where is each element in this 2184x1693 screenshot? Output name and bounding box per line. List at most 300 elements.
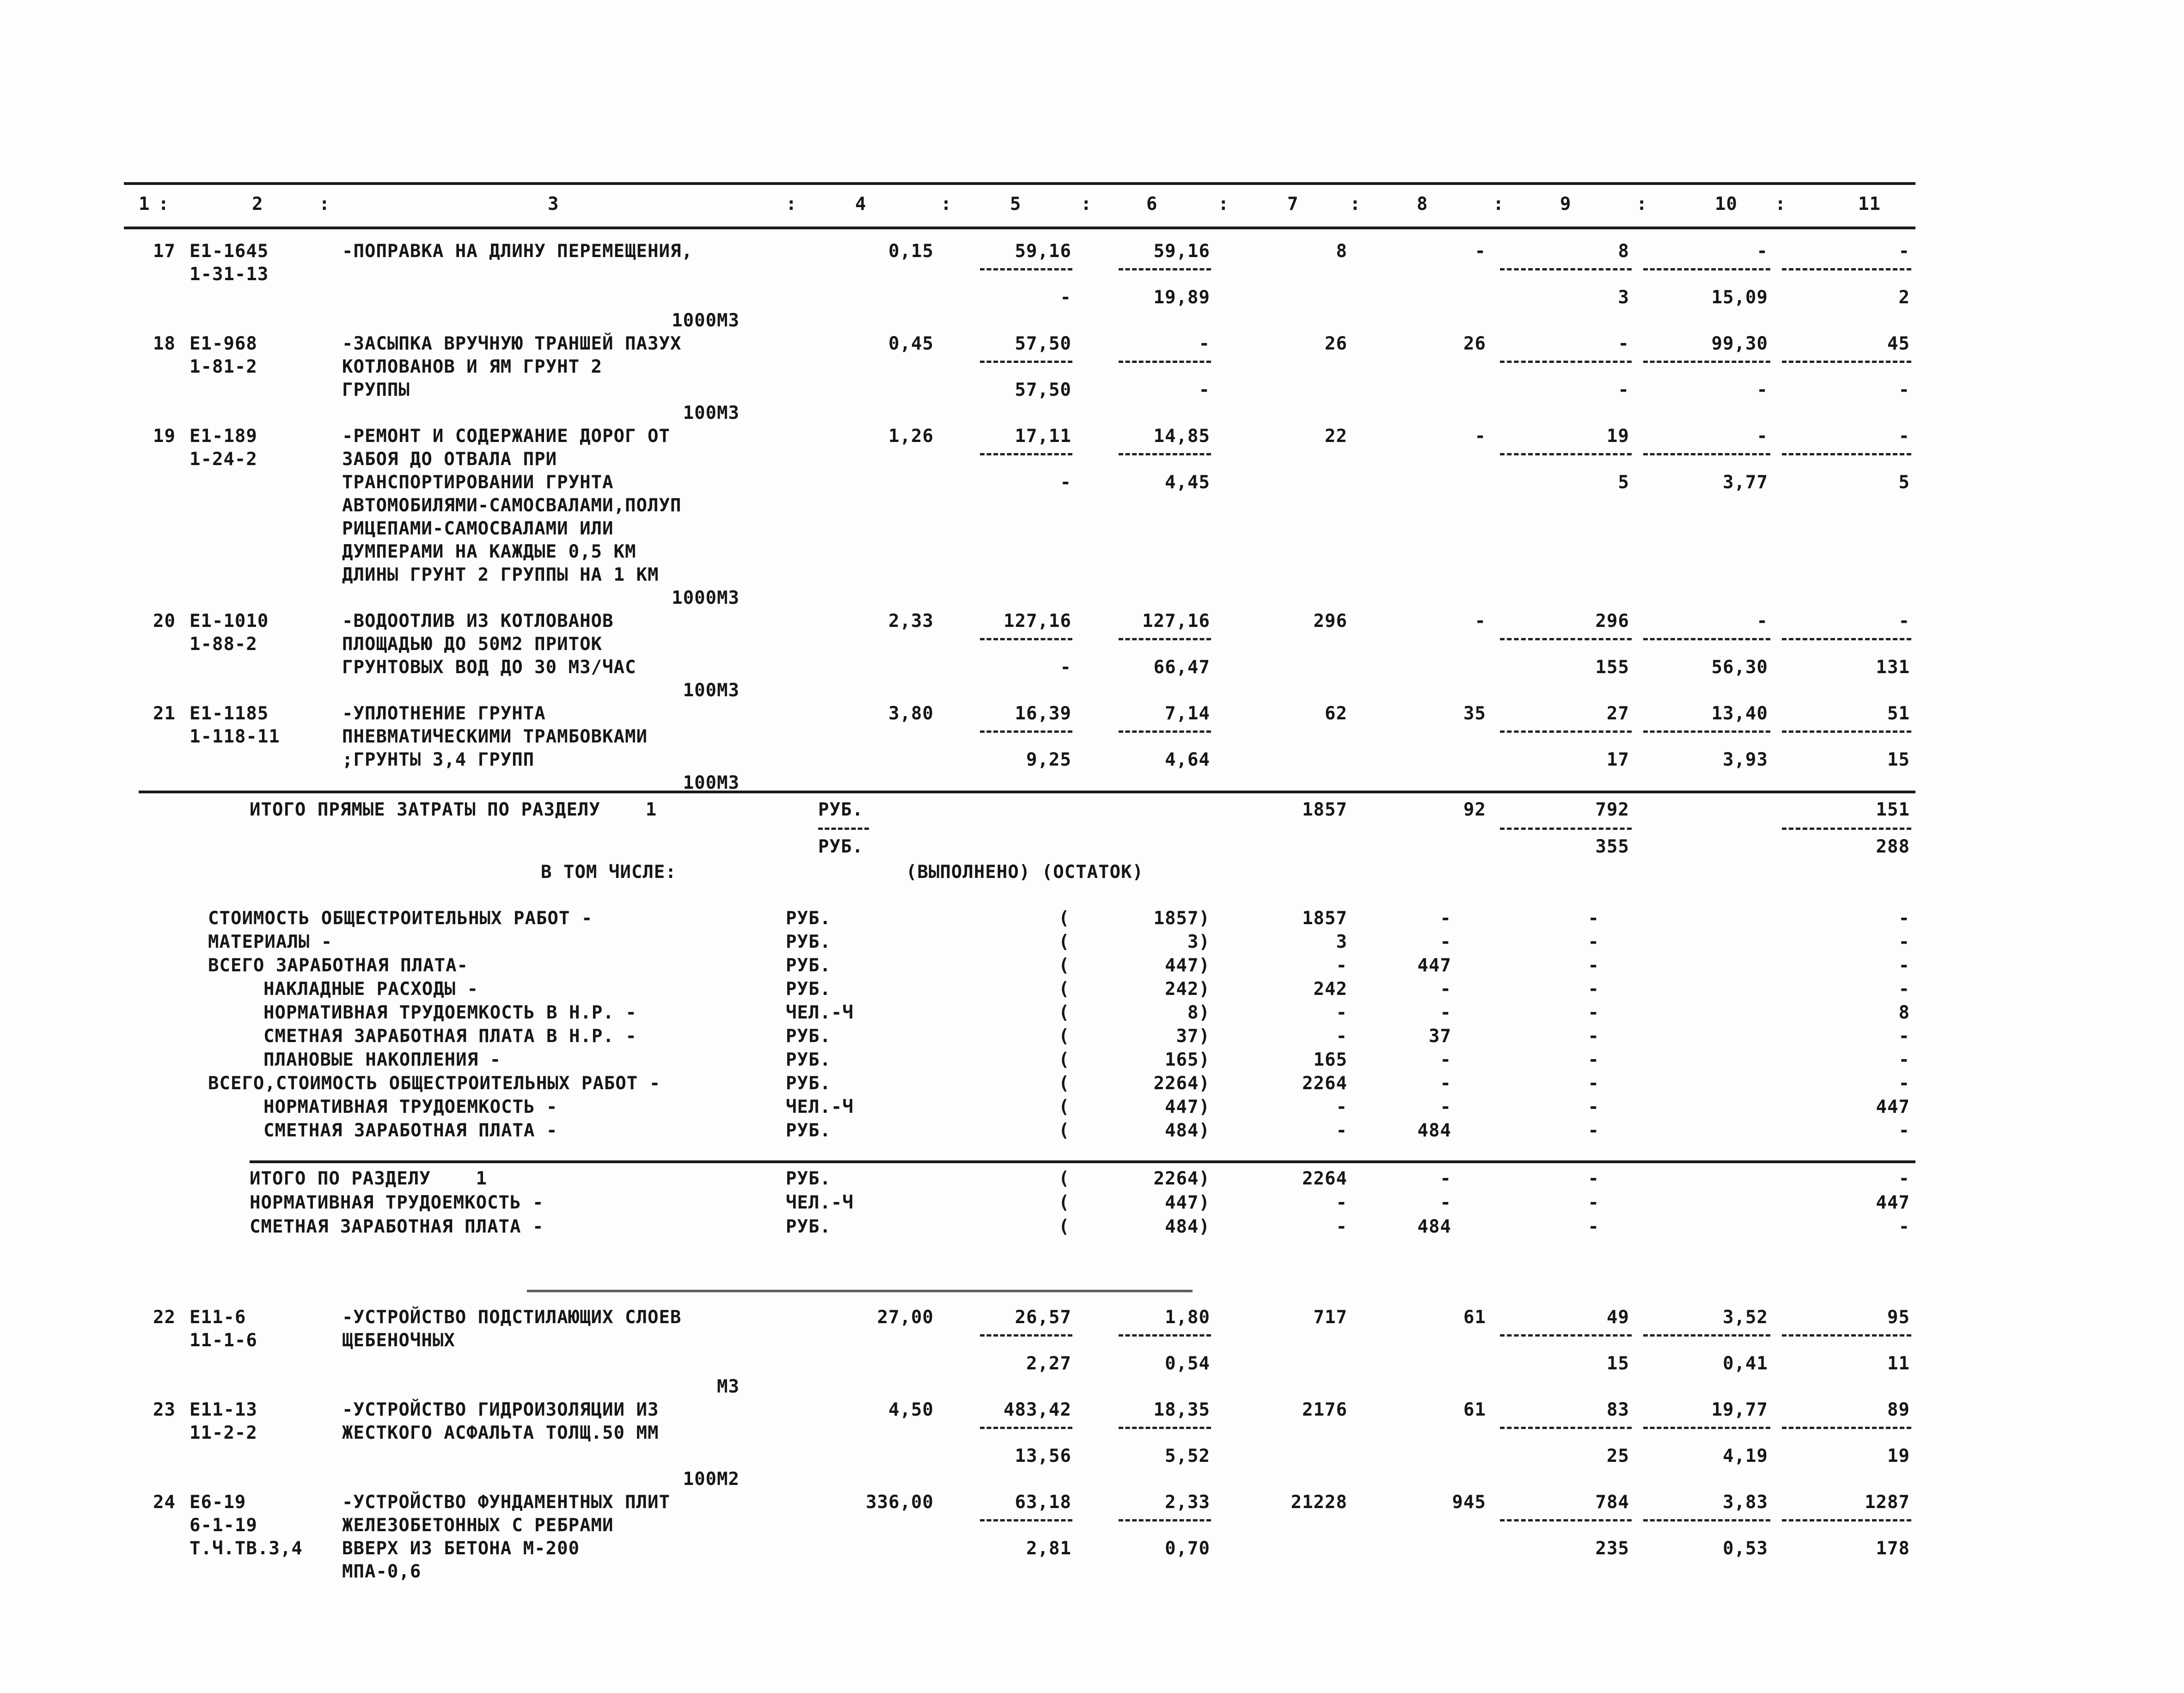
work-description: ЖЕСТКОГО АСФАЛЬТА ТОЛЩ.50 ММ xyxy=(342,1423,659,1443)
labor-total-machines: 15 xyxy=(1887,749,1910,770)
labor-hours: - xyxy=(1756,241,1768,262)
measure-unit: 1000М3 xyxy=(672,310,740,331)
direct-total: 1857 xyxy=(1302,799,1347,820)
total-item-paren: ( xyxy=(1058,1216,1070,1237)
cell-divider xyxy=(1782,1519,1911,1521)
machines-cost: 19 xyxy=(1607,426,1629,447)
work-description: -ВОДООТЛИВ ИЗ КОТЛОВАНОВ xyxy=(342,611,614,632)
column-header-10: 10 xyxy=(1715,194,1737,215)
unit-cost-total: 57,50 xyxy=(1015,333,1071,354)
rate-code: Е6-19 xyxy=(190,1492,246,1513)
cell-divider xyxy=(1500,1519,1632,1521)
unit-cost-wages: 9,25 xyxy=(1026,749,1071,770)
column-header-5: 5 xyxy=(1010,194,1022,215)
cell-divider xyxy=(980,268,1072,270)
total-item-wages: 447 xyxy=(1417,955,1451,976)
work-description: -ЗАСЫПКА ВРУЧНУЮ ТРАНШЕЙ ПАЗУХ xyxy=(342,333,682,354)
wages: 61 xyxy=(1463,1307,1486,1328)
direct-machines: 792 xyxy=(1595,799,1629,820)
total-item-label: НОРМАТИВНАЯ ТРУДОЕМКОСТЬ В Н.Р. - xyxy=(263,1002,637,1023)
column-separator: : xyxy=(319,194,330,215)
cell-divider xyxy=(1500,638,1632,640)
total-item-cost: 3 xyxy=(1336,932,1347,952)
rate-subcode: 11-2-2 xyxy=(190,1423,257,1443)
cell-divider xyxy=(1643,1427,1770,1429)
cell-divider xyxy=(1500,828,1632,830)
total-item-cost: 165 xyxy=(1313,1049,1347,1070)
labor-total: - xyxy=(1898,241,1910,262)
total-item-paren: ( xyxy=(1058,1049,1070,1070)
total-cost: 717 xyxy=(1313,1307,1347,1328)
unit-cost-wages: 13,56 xyxy=(1015,1446,1071,1466)
quantity: 0,15 xyxy=(888,241,934,262)
total-item-wages: - xyxy=(1440,908,1451,929)
total-cost: 296 xyxy=(1313,611,1347,632)
total-item-wages: - xyxy=(1440,1097,1451,1117)
section2-title-underline xyxy=(527,1290,1193,1292)
labor-hours: 99,30 xyxy=(1711,333,1768,354)
total-item-unit: РУБ. xyxy=(786,955,831,976)
total-item-label: НАКЛАДНЫЕ РАСХОДЫ - xyxy=(263,979,479,1000)
unit-cost-total: 17,11 xyxy=(1015,426,1071,447)
unit-cost-machine-wages: 19,89 xyxy=(1153,287,1210,308)
including-label: В ТОМ ЧИСЛЕ: xyxy=(541,862,677,883)
work-description: ГРУППЫ xyxy=(342,380,410,400)
total-item-labor: - xyxy=(1898,979,1910,1000)
column-separator: : xyxy=(1350,194,1361,215)
measure-unit: 100М3 xyxy=(683,403,740,423)
total-item-machines: - xyxy=(1588,1002,1599,1023)
labor-total-machines: 131 xyxy=(1876,657,1910,678)
total-item-labor: - xyxy=(1898,908,1910,929)
quantity: 4,50 xyxy=(888,1399,934,1420)
cell-divider xyxy=(980,730,1072,733)
total-item-paren: ( xyxy=(1058,955,1070,976)
work-description: ДЛИНЫ ГРУНТ 2 ГРУППЫ НА 1 КМ xyxy=(342,564,659,585)
unit-cost-machine-wages: 66,47 xyxy=(1153,657,1210,678)
total-item-paren: ( xyxy=(1058,932,1070,952)
total-item-labor: - xyxy=(1898,1049,1910,1070)
work-description: МПА-0,6 xyxy=(342,1561,422,1582)
total-item-wages: - xyxy=(1440,1192,1451,1213)
direct-machine-wages: 355 xyxy=(1595,836,1629,857)
labor-total-machines: 19 xyxy=(1887,1446,1910,1466)
cell-divider xyxy=(1500,1334,1632,1337)
labor-hours-machines: 3,77 xyxy=(1723,472,1768,493)
total-item-labor: - xyxy=(1898,1026,1910,1047)
cell-divider xyxy=(980,453,1072,455)
rate-subcode: 1-31-13 xyxy=(190,264,269,285)
total-item-cost: - xyxy=(1336,1097,1347,1117)
machines-cost: 49 xyxy=(1607,1307,1629,1328)
labor-total: 45 xyxy=(1887,333,1910,354)
machines-cost: 8 xyxy=(1618,241,1629,262)
column-separator: : xyxy=(786,194,797,215)
machine-wages: 235 xyxy=(1595,1538,1629,1559)
cell-divider xyxy=(1500,1427,1632,1429)
total-item-cost: 2264 xyxy=(1302,1168,1347,1189)
total-item-cost: - xyxy=(1336,1216,1347,1237)
row-number: 17 xyxy=(153,241,176,262)
quantity: 336,00 xyxy=(866,1492,934,1513)
labor-hours-machines: 0,41 xyxy=(1723,1353,1768,1374)
labor-hours-machines: 0,53 xyxy=(1723,1538,1768,1559)
direct-costs-unit2: РУБ. xyxy=(818,836,863,857)
total-item-machines: - xyxy=(1588,908,1599,929)
labor-total-machines: 178 xyxy=(1876,1538,1910,1559)
column-header-6: 6 xyxy=(1146,194,1158,215)
rate-subcode-extra: Т.Ч.ТВ.3,4 xyxy=(190,1538,303,1559)
total-item-machines: - xyxy=(1588,1097,1599,1117)
wages: - xyxy=(1474,611,1486,632)
wages: 26 xyxy=(1463,333,1486,354)
column-separator: : xyxy=(1636,194,1648,215)
total-item-label: ВСЕГО,СТОИМОСТЬ ОБЩЕСТРОИТЕЛЬНЫХ РАБОТ - xyxy=(208,1073,661,1094)
section-total-rule xyxy=(250,1160,1915,1163)
done-remainder-label: (ВЫПОЛНЕНО) (ОСТАТОК) xyxy=(906,862,1144,883)
total-item-label: СТОИМОСТЬ ОБЩЕСТРОИТЕЛЬНЫХ РАБОТ - xyxy=(208,908,593,929)
cell-divider xyxy=(1500,730,1632,733)
row-number: 24 xyxy=(153,1492,176,1513)
unit-cost-machine-wages: 0,54 xyxy=(1165,1353,1210,1374)
total-item-unit: РУБ. xyxy=(786,1073,831,1094)
measure-unit: 100М3 xyxy=(683,680,740,701)
labor-hours-machines: 4,19 xyxy=(1723,1446,1768,1466)
total-item-cost: - xyxy=(1336,955,1347,976)
cell-divider xyxy=(818,828,869,830)
total-cost: 62 xyxy=(1325,703,1347,724)
total-item-wages: 484 xyxy=(1417,1216,1451,1237)
work-description: ПЛОЩАДЬЮ ДО 50М2 ПРИТОК xyxy=(342,634,603,655)
column-separator: : xyxy=(1081,194,1092,215)
total-item-wages: - xyxy=(1440,1002,1451,1023)
measure-unit: М3 xyxy=(717,1376,740,1397)
total-item-wages: - xyxy=(1440,1073,1451,1094)
unit-cost-wages: 57,50 xyxy=(1015,380,1071,400)
direct-costs-unit: РУБ. xyxy=(818,799,863,820)
total-item-label: ИТОГО ПО РАЗДЕЛУ 1 xyxy=(250,1168,488,1189)
total-cost: 26 xyxy=(1325,333,1347,354)
total-item-labor: 447 xyxy=(1876,1192,1910,1213)
total-item-value: 2264) xyxy=(1153,1073,1210,1094)
unit-cost-machine-wages: 0,70 xyxy=(1165,1538,1210,1559)
cell-divider xyxy=(980,638,1072,640)
unit-cost-machine-wages: - xyxy=(1199,380,1210,400)
rate-code: Е1-1645 xyxy=(190,241,269,262)
total-item-machines: - xyxy=(1588,979,1599,1000)
total-item-cost: 242 xyxy=(1313,979,1347,1000)
total-item-labor: 8 xyxy=(1898,1002,1910,1023)
column-separator: : xyxy=(941,194,952,215)
work-description: ;ГРУНТЫ 3,4 ГРУПП xyxy=(342,749,535,770)
row-number: 18 xyxy=(153,333,176,354)
labor-hours: 19,77 xyxy=(1711,1399,1768,1420)
cell-divider xyxy=(1119,268,1211,270)
total-item-unit: РУБ. xyxy=(786,932,831,952)
direct-costs-label: ИТОГО ПРЯМЫЕ ЗАТРАТЫ ПО РАЗДЕЛУ 1 xyxy=(250,799,657,820)
cell-divider xyxy=(1119,453,1211,455)
total-item-unit: РУБ. xyxy=(786,1049,831,1070)
total-item-value: 165) xyxy=(1165,1049,1210,1070)
work-description: -УПЛОТНЕНИЕ ГРУНТА xyxy=(342,703,546,724)
unit-cost-machines: 59,16 xyxy=(1153,241,1210,262)
total-item-paren: ( xyxy=(1058,1097,1070,1117)
total-item-label: СМЕТНАЯ ЗАРАБОТНАЯ ПЛАТА - xyxy=(263,1120,558,1141)
total-item-wages: - xyxy=(1440,1049,1451,1070)
total-item-unit: ЧЕЛ.-Ч xyxy=(786,1097,854,1117)
cell-divider xyxy=(1782,268,1911,270)
unit-cost-machine-wages: 5,52 xyxy=(1165,1446,1210,1466)
cell-divider xyxy=(1643,453,1770,455)
total-item-unit: РУБ. xyxy=(786,979,831,1000)
total-item-labor: - xyxy=(1898,1120,1910,1141)
rate-code: Е1-1010 xyxy=(190,611,269,632)
total-item-label: СМЕТНАЯ ЗАРАБОТНАЯ ПЛАТА - xyxy=(250,1216,544,1237)
machines-cost: 27 xyxy=(1607,703,1629,724)
machines-cost: 784 xyxy=(1595,1492,1629,1513)
unit-cost-machines: 127,16 xyxy=(1142,611,1210,632)
total-item-unit: РУБ. xyxy=(786,1120,831,1141)
labor-hours-machines: - xyxy=(1756,380,1768,400)
work-description: ТРАНСПОРТИРОВАНИИ ГРУНТА xyxy=(342,472,614,493)
machine-wages: 3 xyxy=(1618,287,1629,308)
work-description: ЖЕЛЕЗОБЕТОННЫХ С РЕБРАМИ xyxy=(342,1515,614,1536)
rate-code: Е11-6 xyxy=(190,1307,246,1328)
total-item-wages: 484 xyxy=(1417,1120,1451,1141)
measure-unit: 100М3 xyxy=(683,773,740,793)
machine-wages: 15 xyxy=(1607,1353,1629,1374)
unit-cost-machines: 14,85 xyxy=(1153,426,1210,447)
labor-hours: - xyxy=(1756,426,1768,447)
machine-wages: 25 xyxy=(1607,1446,1629,1466)
unit-cost-wages: - xyxy=(1060,472,1071,493)
row-number: 20 xyxy=(153,611,176,632)
cell-divider xyxy=(980,1519,1072,1521)
cell-divider xyxy=(1500,453,1632,455)
total-item-machines: - xyxy=(1588,1026,1599,1047)
total-item-value: 37) xyxy=(1176,1026,1210,1047)
column-header-1: 1 xyxy=(139,194,150,215)
work-description: ГРУНТОВЫХ ВОД ДО 30 М3/ЧАС xyxy=(342,657,636,678)
wages: - xyxy=(1474,241,1486,262)
section1-end-rule xyxy=(139,791,1915,793)
cell-divider xyxy=(1643,730,1770,733)
cell-divider xyxy=(980,1334,1072,1337)
column-header-3: 3 xyxy=(548,194,559,215)
measure-unit: 100М2 xyxy=(683,1469,740,1490)
machine-wages: - xyxy=(1618,380,1629,400)
cell-divider xyxy=(1782,828,1911,830)
unit-cost-machine-wages: 4,45 xyxy=(1165,472,1210,493)
labor-total-machines: 5 xyxy=(1898,472,1910,493)
cell-divider xyxy=(1643,268,1770,270)
total-item-cost: - xyxy=(1336,1120,1347,1141)
total-item-cost: 1857 xyxy=(1302,908,1347,929)
total-item-wages: - xyxy=(1440,979,1451,1000)
total-item-machines: - xyxy=(1588,1120,1599,1141)
total-item-wages: - xyxy=(1440,1168,1451,1189)
quantity: 0,45 xyxy=(888,333,934,354)
machine-wages: 5 xyxy=(1618,472,1629,493)
labor-total: 51 xyxy=(1887,703,1910,724)
total-item-cost: - xyxy=(1336,1026,1347,1047)
quantity: 1,26 xyxy=(888,426,934,447)
unit-cost-total: 127,16 xyxy=(1003,611,1071,632)
labor-total: 95 xyxy=(1887,1307,1910,1328)
cell-divider xyxy=(1119,730,1211,733)
total-item-labor: - xyxy=(1898,1073,1910,1094)
cell-divider xyxy=(1119,1519,1211,1521)
work-description: -ПОПРАВКА НА ДЛИНУ ПЕРЕМЕЩЕНИЯ, xyxy=(342,241,693,262)
total-item-value: 242) xyxy=(1165,979,1210,1000)
total-item-machines: - xyxy=(1588,1168,1599,1189)
total-item-machines: - xyxy=(1588,932,1599,952)
work-description: -УСТРОЙСТВО ГИДРОИЗОЛЯЦИИ ИЗ xyxy=(342,1399,659,1420)
total-item-machines: - xyxy=(1588,1216,1599,1237)
column-header-4: 4 xyxy=(855,194,867,215)
wages: - xyxy=(1474,426,1486,447)
labor-total: 89 xyxy=(1887,1399,1910,1420)
total-item-machines: - xyxy=(1588,1073,1599,1094)
wages: 61 xyxy=(1463,1399,1486,1420)
unit-cost-wages: 2,81 xyxy=(1026,1538,1071,1559)
row-number: 19 xyxy=(153,426,176,447)
labor-hours-machines: 15,09 xyxy=(1711,287,1768,308)
quantity: 3,80 xyxy=(888,703,934,724)
cell-divider xyxy=(1782,730,1911,733)
total-item-unit: РУБ. xyxy=(786,1168,831,1189)
work-description: ЩЕБЕНОЧНЫХ xyxy=(342,1330,455,1351)
total-item-unit: ЧЕЛ.-Ч xyxy=(786,1002,854,1023)
total-item-machines: - xyxy=(1588,1192,1599,1213)
cell-divider xyxy=(1782,453,1911,455)
total-item-paren: ( xyxy=(1058,1120,1070,1141)
rate-subcode: 11-1-6 xyxy=(190,1330,257,1351)
cell-divider xyxy=(1782,361,1911,363)
unit-cost-machines: 1,80 xyxy=(1165,1307,1210,1328)
cell-divider xyxy=(1643,361,1770,363)
total-item-machines: - xyxy=(1588,955,1599,976)
unit-cost-total: 16,39 xyxy=(1015,703,1071,724)
total-cost: 8 xyxy=(1336,241,1347,262)
total-item-value: 447) xyxy=(1165,955,1210,976)
total-item-label: МАТЕРИАЛЫ - xyxy=(208,932,333,952)
unit-cost-wages: - xyxy=(1060,287,1071,308)
total-item-label: НОРМАТИВНАЯ ТРУДОЕМКОСТЬ - xyxy=(263,1097,558,1117)
direct-labor-machines: 288 xyxy=(1876,836,1910,857)
work-description: -УСТРОЙСТВО ФУНДАМЕНТНЫХ ПЛИТ xyxy=(342,1492,670,1513)
column-separator: : xyxy=(1493,194,1505,215)
total-item-machines: - xyxy=(1588,1049,1599,1070)
total-item-value: 2264) xyxy=(1153,1168,1210,1189)
column-header-9: 9 xyxy=(1560,194,1572,215)
total-item-value: 447) xyxy=(1165,1097,1210,1117)
machines-cost: 83 xyxy=(1607,1399,1629,1420)
total-item-unit: РУБ. xyxy=(786,1026,831,1047)
machine-wages: 17 xyxy=(1607,749,1629,770)
cell-divider xyxy=(1643,638,1770,640)
table-top-rule xyxy=(124,182,1915,185)
work-description: ЗАБОЯ ДО ОТВАЛА ПРИ xyxy=(342,449,557,470)
cell-divider xyxy=(1782,638,1911,640)
cell-divider xyxy=(1782,1427,1911,1429)
total-item-paren: ( xyxy=(1058,1192,1070,1213)
total-item-unit: РУБ. xyxy=(786,908,831,929)
machine-wages: 155 xyxy=(1595,657,1629,678)
total-item-cost: - xyxy=(1336,1002,1347,1023)
total-cost: 21228 xyxy=(1291,1492,1347,1513)
total-item-cost: 2264 xyxy=(1302,1073,1347,1094)
direct-labor: 151 xyxy=(1876,799,1910,820)
labor-hours-machines: 56,30 xyxy=(1711,657,1768,678)
row-number: 22 xyxy=(153,1307,176,1328)
total-item-value: 447) xyxy=(1165,1192,1210,1213)
quantity: 27,00 xyxy=(877,1307,934,1328)
machines-cost: 296 xyxy=(1595,611,1629,632)
rate-subcode: 1-81-2 xyxy=(190,356,257,377)
total-item-labor: - xyxy=(1898,1168,1910,1189)
wages: 945 xyxy=(1452,1492,1486,1513)
labor-hours: 3,83 xyxy=(1723,1492,1768,1513)
total-item-cost: - xyxy=(1336,1192,1347,1213)
column-header-7: 7 xyxy=(1287,194,1299,215)
unit-cost-wages: 2,27 xyxy=(1026,1353,1071,1374)
cell-divider xyxy=(1782,1334,1911,1337)
labor-hours-machines: 3,93 xyxy=(1723,749,1768,770)
total-item-paren: ( xyxy=(1058,1168,1070,1189)
total-item-labor: - xyxy=(1898,955,1910,976)
column-header-2: 2 xyxy=(252,194,263,215)
labor-total: 1287 xyxy=(1865,1492,1910,1513)
rate-subcode: 6-1-19 xyxy=(190,1515,257,1536)
total-item-labor: 447 xyxy=(1876,1097,1910,1117)
total-item-value: 1857) xyxy=(1153,908,1210,929)
total-item-paren: ( xyxy=(1058,1073,1070,1094)
cell-divider xyxy=(1500,361,1632,363)
total-item-wages: 37 xyxy=(1429,1026,1451,1047)
labor-hours: 3,52 xyxy=(1723,1307,1768,1328)
unit-cost-total: 63,18 xyxy=(1015,1492,1071,1513)
direct-wages: 92 xyxy=(1463,799,1486,820)
rate-subcode: 1-24-2 xyxy=(190,449,257,470)
work-description: ПНЕВМАТИЧЕСКИМИ ТРАМБОВКАМИ xyxy=(342,726,648,747)
work-description: РИЦЕПАМИ-САМОСВАЛАМИ ИЛИ xyxy=(342,518,614,539)
rate-code: Е11-13 xyxy=(190,1399,257,1420)
labor-total: - xyxy=(1898,426,1910,447)
unit-cost-total: 483,42 xyxy=(1003,1399,1071,1420)
unit-cost-total: 59,16 xyxy=(1015,241,1071,262)
total-item-value: 8) xyxy=(1187,1002,1210,1023)
labor-hours: 13,40 xyxy=(1711,703,1768,724)
total-item-wages: - xyxy=(1440,932,1451,952)
cell-divider xyxy=(1119,1427,1211,1429)
total-item-paren: ( xyxy=(1058,908,1070,929)
work-description: КОТЛОВАНОВ И ЯМ ГРУНТ 2 xyxy=(342,356,603,377)
work-description: -РЕМОНТ И СОДЕРЖАНИЕ ДОРОГ ОТ xyxy=(342,426,670,447)
labor-total-machines: - xyxy=(1898,380,1910,400)
total-item-label: ПЛАНОВЫЕ НАКОПЛЕНИЯ - xyxy=(263,1049,502,1070)
total-item-unit: РУБ. xyxy=(786,1216,831,1237)
cell-divider xyxy=(1500,268,1632,270)
column-separator: : xyxy=(158,194,170,215)
cell-divider xyxy=(980,1427,1072,1429)
labor-hours: - xyxy=(1756,611,1768,632)
column-header-rule xyxy=(124,227,1915,229)
machines-cost: - xyxy=(1618,333,1629,354)
total-cost: 2176 xyxy=(1302,1399,1347,1420)
unit-cost-machines: 18,35 xyxy=(1153,1399,1210,1420)
cell-divider xyxy=(1119,361,1211,363)
